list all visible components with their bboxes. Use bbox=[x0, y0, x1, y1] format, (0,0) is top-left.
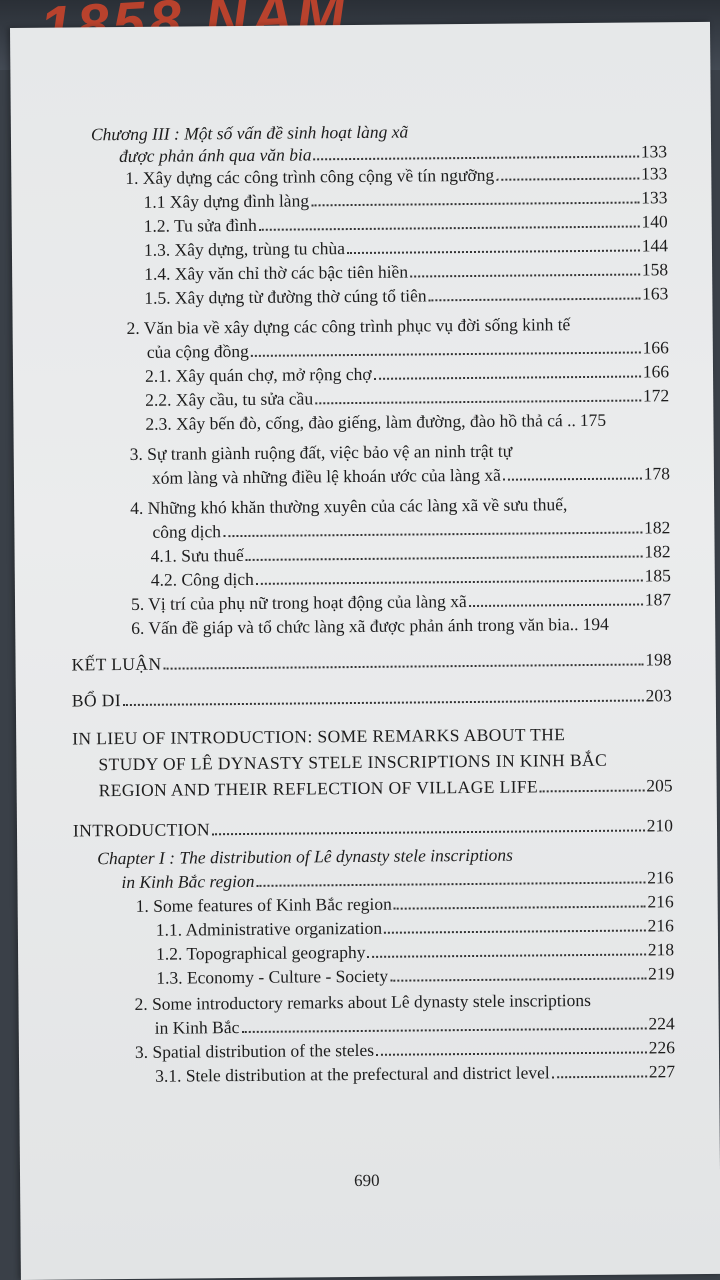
toc-entry bbox=[131, 588, 671, 615]
toc-item4-line1: 4. Những khó khăn thường xuyên của các làng xã về sưu thuế, bbox=[130, 494, 568, 518]
english-intro-line1: IN LIEU OF INTRODUCTION: SOME REMARKS ABOUT THE bbox=[72, 724, 566, 749]
dot-leader bbox=[212, 829, 645, 835]
toc-page-number: 182 bbox=[644, 541, 671, 562]
toc-entry bbox=[156, 962, 674, 989]
toc-entry bbox=[151, 564, 671, 591]
toc-entry-introduction bbox=[73, 814, 673, 841]
dot-leader bbox=[384, 929, 646, 933]
toc-entry bbox=[99, 774, 673, 801]
toc-entry bbox=[155, 1060, 675, 1087]
toc-item2-line1: 2. Văn bia về xây dựng các công trình phục vụ đời sống kinh tế bbox=[126, 314, 571, 338]
dot-leader bbox=[496, 178, 639, 181]
toc-page-number: 133 bbox=[640, 141, 668, 162]
toc-entry bbox=[156, 938, 674, 965]
toc-label: 4.2. Công dịch bbox=[150, 568, 254, 590]
toc-page-number: 216 bbox=[647, 867, 674, 888]
toc-page-number: 182 bbox=[644, 517, 671, 538]
toc-page-number: 133 bbox=[640, 163, 668, 184]
toc-label: 4.1. Sưu thuế bbox=[150, 544, 244, 566]
toc-page-number: 203 bbox=[645, 685, 672, 706]
toc-label: KẾT LUẬN bbox=[71, 653, 162, 675]
toc-label: được phản ánh qua văn bia bbox=[119, 144, 312, 167]
toc-label: 2.1. Xây quán chợ, mở rộng chợ bbox=[144, 363, 372, 386]
toc-entry bbox=[152, 462, 670, 489]
dot-leader bbox=[259, 226, 640, 231]
dot-leader bbox=[367, 953, 645, 957]
toc-page-number: 187 bbox=[644, 589, 672, 610]
toc-page-number: 175 bbox=[579, 409, 607, 431]
dot-leader bbox=[251, 352, 641, 357]
dot-leader bbox=[347, 250, 640, 255]
toc-label: 2.2. Xây cầu, tu sửa cầu bbox=[145, 388, 314, 410]
toc-entry bbox=[135, 1036, 675, 1063]
toc-label: 1.1. Administrative organization bbox=[155, 917, 383, 940]
toc-label: 3. Spatial distribution of the steles bbox=[134, 1039, 375, 1062]
en-item2-line1: 2. Some introductory remarks about Lê dynasty stele inscriptions bbox=[134, 989, 591, 1014]
toc-label: 1. Xây dựng các công trình công cộng về tín ngưỡng bbox=[125, 164, 495, 188]
toc-label: xóm làng và những điều lệ khoán ước của làng xã bbox=[151, 464, 501, 488]
dot-leader bbox=[503, 478, 642, 481]
toc-page-number: 163 bbox=[642, 283, 669, 304]
toc-label: 2.3. Xây bến đò, cống, đào giếng, làm đường, đào hồ thả cá .. bbox=[145, 410, 576, 434]
toc-entry bbox=[125, 162, 667, 189]
dot-leader bbox=[257, 881, 646, 886]
toc-entry bbox=[145, 408, 669, 435]
toc-label: 1.3. Economy - Culture - Society bbox=[156, 965, 389, 988]
toc-page-number: 216 bbox=[647, 891, 674, 912]
toc-page-number: 218 bbox=[647, 939, 675, 960]
toc-page-number: 205 bbox=[646, 775, 673, 796]
toc-entry bbox=[144, 210, 668, 237]
toc-page-number: 133 bbox=[641, 187, 668, 208]
toc-page-number: 226 bbox=[648, 1037, 676, 1058]
chapter1-title-line1: Chapter I : The distribution of Lê dynasty stele inscriptions bbox=[97, 844, 513, 869]
toc-page-number: 194 bbox=[582, 613, 609, 635]
toc-page-number: 210 bbox=[646, 815, 674, 836]
dot-leader bbox=[540, 789, 644, 792]
toc-entry bbox=[156, 914, 674, 941]
toc-label: 5. Vị trí của phụ nữ trong hoạt động của làng xã bbox=[130, 591, 467, 614]
toc-label: BỔ DI bbox=[71, 690, 122, 711]
toc-label: 6. Vấn đề giáp và tổ chức làng xã được phản ánh trong văn bia.. bbox=[131, 614, 579, 638]
toc-page-number: 219 bbox=[647, 963, 675, 984]
toc-label: 1.2. Tu sửa đình bbox=[143, 214, 257, 236]
toc-label: INTRODUCTION bbox=[72, 819, 211, 841]
toc-entry-conclusion bbox=[71, 648, 671, 675]
toc-label: 1.5. Xây dựng từ đường thờ cúng tổ tiên bbox=[144, 285, 427, 308]
toc-label: in Kinh Bắc region bbox=[121, 870, 255, 893]
toc-page-number: 166 bbox=[642, 337, 669, 358]
toc-page-number: 227 bbox=[648, 1061, 676, 1082]
dot-leader bbox=[223, 532, 642, 538]
toc-label: 1.3. Xây dựng, trùng tu chùa bbox=[143, 238, 346, 260]
toc-entry-addendum bbox=[72, 684, 672, 711]
dot-leader bbox=[552, 1075, 647, 1078]
toc-entry bbox=[152, 516, 670, 543]
toc-page-number: 172 bbox=[642, 385, 670, 406]
toc-entry bbox=[155, 1012, 675, 1039]
toc-page-number: 216 bbox=[647, 915, 674, 936]
toc-page-number: 185 bbox=[644, 565, 671, 586]
book-page bbox=[10, 22, 720, 1280]
toc-page-number: 198 bbox=[645, 649, 672, 670]
toc-entry bbox=[144, 282, 668, 309]
toc-entry bbox=[151, 540, 671, 567]
toc-label: 3.1. Stele distribution at the prefectural and district level bbox=[155, 1062, 550, 1086]
dot-leader bbox=[163, 663, 643, 669]
toc-entry bbox=[144, 258, 668, 285]
toc-page-number: 166 bbox=[642, 361, 670, 382]
toc-entry bbox=[131, 612, 671, 639]
toc-label: 1.2. Topographical geography bbox=[155, 941, 366, 964]
toc-entry bbox=[144, 234, 668, 261]
dot-leader bbox=[123, 699, 644, 706]
dot-leader bbox=[315, 400, 641, 405]
dot-leader bbox=[429, 298, 641, 302]
toc-page-number: 158 bbox=[641, 259, 669, 280]
toc-page-number: 140 bbox=[641, 211, 668, 232]
dot-leader bbox=[311, 202, 639, 207]
toc-label: REGION AND THEIR REFLECTION OF VILLAGE LIFE bbox=[98, 776, 539, 801]
toc-entry bbox=[145, 360, 669, 387]
chapter3-title-line1: Chương III : Một số vấn đề sinh hoạt làng xã bbox=[90, 121, 409, 145]
table-of-contents bbox=[10, 22, 720, 1228]
toc-label: công dịch bbox=[152, 521, 222, 542]
toc-page-number: 178 bbox=[643, 463, 670, 484]
toc-label: của cộng đồng bbox=[146, 340, 249, 362]
dot-leader bbox=[410, 274, 640, 278]
toc-entry bbox=[143, 186, 667, 213]
toc-label: 1.4. Xây văn chỉ thờ các bậc tiên hiền bbox=[144, 261, 409, 284]
toc-entry bbox=[145, 384, 669, 411]
dot-leader bbox=[241, 1027, 646, 1033]
toc-label: 1.1 Xây dựng đình làng bbox=[143, 190, 310, 212]
toc-item3-line1: 3. Sự tranh giành ruộng đất, việc bảo vệ an ninh trật tự bbox=[129, 440, 513, 464]
dot-leader bbox=[246, 556, 643, 561]
dot-leader bbox=[256, 580, 643, 585]
toc-label: in Kinh Bắc bbox=[154, 1017, 240, 1038]
dot-leader bbox=[390, 977, 646, 981]
page-number: 690 bbox=[353, 1170, 380, 1191]
toc-label: 1. Some features of Kinh Bắc region bbox=[135, 893, 392, 916]
dot-leader bbox=[376, 1051, 647, 1055]
dot-leader bbox=[314, 156, 639, 161]
toc-entry bbox=[136, 890, 674, 917]
toc-entry bbox=[121, 866, 673, 893]
dot-leader bbox=[374, 376, 641, 380]
dot-leader bbox=[394, 905, 646, 909]
dot-leader bbox=[469, 603, 643, 607]
toc-page-number: 224 bbox=[648, 1013, 675, 1034]
toc-page-number: 144 bbox=[641, 235, 669, 256]
toc-entry bbox=[147, 336, 669, 363]
english-intro-line2: STUDY OF LÊ DYNASTY STELE INSCRIPTIONS IN KINH BẮC bbox=[98, 749, 608, 775]
